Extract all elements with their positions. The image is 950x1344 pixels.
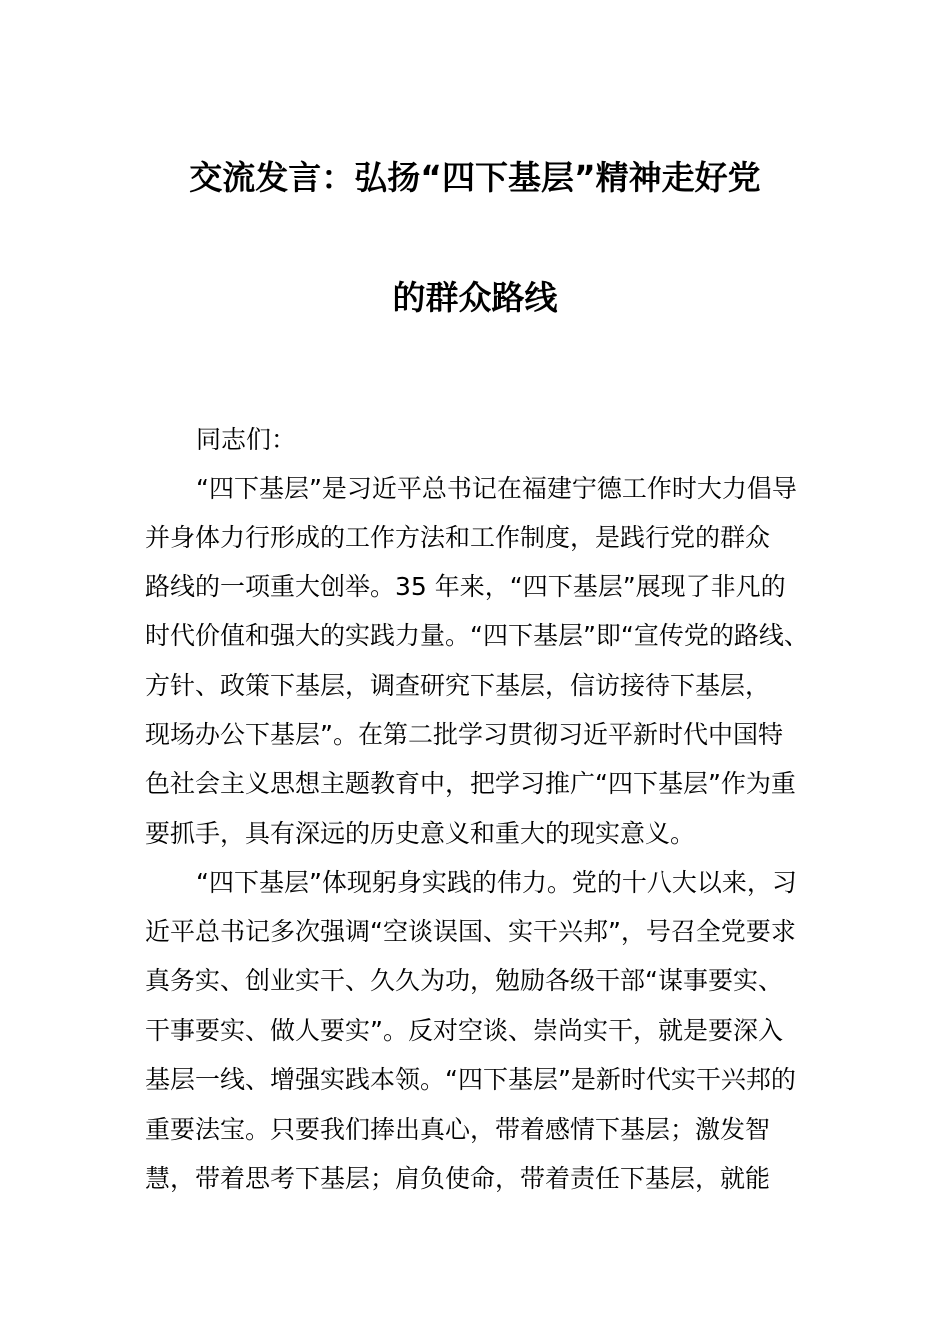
paragraph-2-line-3: 真务实、创业实干、久久为功，勉励各级干部“谋事要实、 [145,966,783,995]
paragraph-1-line-5: 方针、政策下基层，调查研究下基层，信访接待下基层， [145,671,771,700]
page-title-line-2: 的群众路线 [392,278,558,317]
paragraph-1-line-6: 现场办公下基层”。在第二批学习贯彻习近平新时代中国特 [145,720,783,749]
paragraph-1-line-1: “四下基层”是习近平总书记在福建宁德工作时大力倡导 [196,474,797,503]
paragraph-1-line-3: 路线的一项重大创举。35 年来，“四下基层”展现了非凡的 [145,572,786,601]
paragraph-2-line-4: 干事要实、做人要实”。反对空谈、崇尚实干，就是要深入 [145,1016,783,1045]
paragraph-2-line-5: 基层一线、增强实践本领。“四下基层”是新时代实干兴邦的 [145,1065,796,1094]
paragraph-2-line-6: 重要法宝。只要我们捧出真心，带着感情下基层；激发智 [145,1115,771,1144]
page-title-line-1: 交流发言：弘扬“四下基层”精神走好党 [189,158,761,197]
paragraph-1-line-7: 色社会主义思想主题教育中，把学习推广“四下基层”作为重 [145,769,796,798]
paragraph-2-line-7: 慧，带着思考下基层；肩负使命，带着责任下基层，就能 [145,1164,771,1193]
paragraph-1-line-2: 并身体力行形成的工作方法和工作制度，是践行党的群众 [145,523,771,552]
paragraph-1-line-8: 要抓手，具有深远的历史意义和重大的现实意义。 [145,819,696,848]
paragraph-2-line-1: “四下基层”体现躬身实践的伟力。党的十八大以来，习 [196,868,797,897]
paragraph-2-line-2: 近平总书记多次强调“空谈误国、实干兴邦”，号召全党要求 [145,917,796,946]
paragraph-1-line-4: 时代价值和强大的实践力量。“四下基层”即“宣传党的路线、 [145,621,809,650]
salutation: 同志们： [196,425,297,454]
